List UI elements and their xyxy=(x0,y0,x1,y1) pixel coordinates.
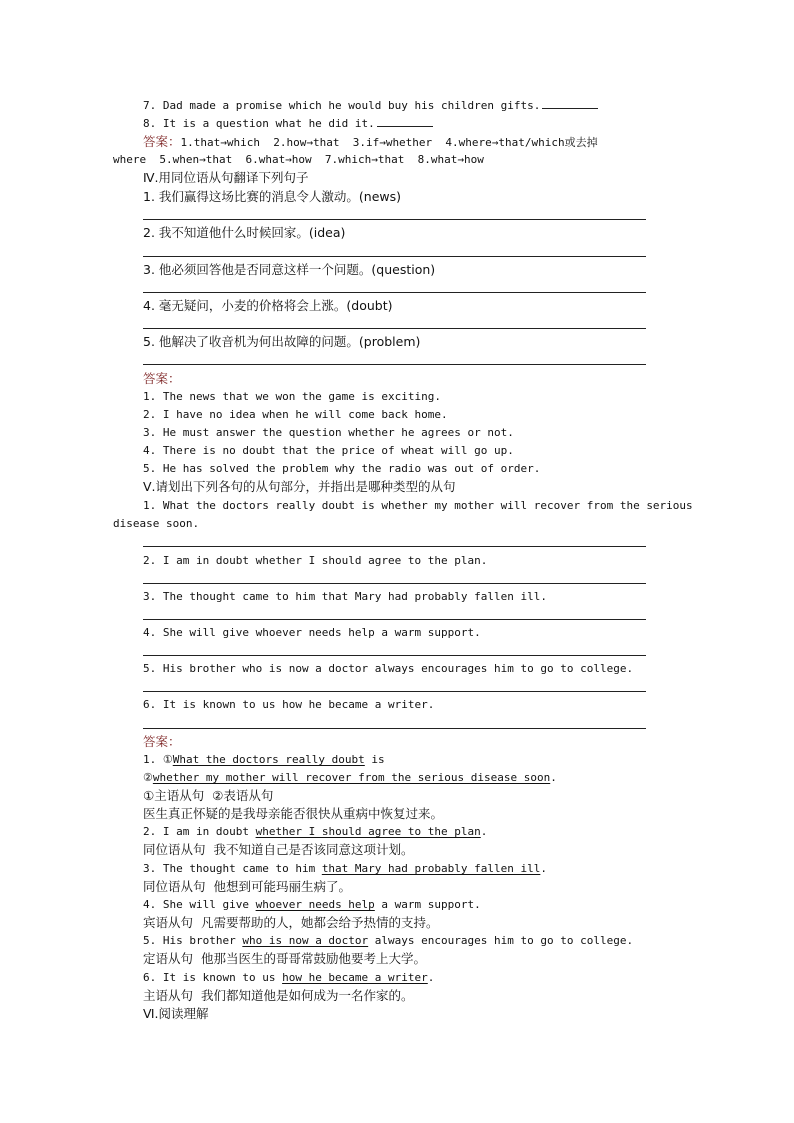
underlined-clause: whether my mother will recover from the serious disease soon xyxy=(152,771,551,784)
section-5-title: Ⅴ.请划出下列各句的从句部分，并指出是哪种类型的从句 xyxy=(143,479,456,494)
sec5-item-3: 3. The thought came to him that Mary had probably fallen ill. xyxy=(143,590,547,603)
underlined-clause: What the doctors really doubt xyxy=(172,753,365,766)
sec5-answer-3: 3. The thought came to him that Mary had probably fallen ill. xyxy=(143,862,547,875)
sec5-answer-6-note: 主语从句 我们都知道他是如何成为一名作家的。 xyxy=(143,988,414,1003)
underlined-clause: whoever needs help xyxy=(255,898,375,911)
sec5-answer-label: 答案： xyxy=(143,734,181,749)
sec5-answer-2: 2. I am in doubt whether I should agree to the plan. xyxy=(143,825,488,838)
answer-line xyxy=(143,219,646,220)
answer-line xyxy=(143,655,646,656)
sec4-item-1: 1. 我们赢得这场比赛的消息令人激动。(news) xyxy=(143,189,402,204)
sec4-answer-2: 2. I have no idea when he will come back home. xyxy=(143,408,448,421)
answer-blank xyxy=(542,97,598,109)
sec5-item-5: 5. His brother who is now a doctor always encourages him to go to college. xyxy=(143,662,634,675)
answer-key-line-2: where 5.when→that 6.what→how 7.which→that 8.what→how xyxy=(113,153,484,166)
answer-line xyxy=(143,583,646,584)
sec5-answer-3-note: 同位语从句 他想到可能玛丽生病了。 xyxy=(143,879,351,894)
underlined-clause: that Mary had probably fallen ill xyxy=(321,862,541,875)
sec5-item-1-line-2: disease soon. xyxy=(113,517,200,530)
sec5-item-2: 2. I am in doubt whether I should agree to the plan. xyxy=(143,554,488,567)
sec5-answer-1-translation: 医生真正怀疑的是我母亲能否很快从重病中恢复过来。 xyxy=(143,806,444,821)
question-7: 7. Dad made a promise which he would buy his children gifts. xyxy=(143,97,598,115)
sec5-answer-1-line-1: 1. ①What the doctors really doubt is xyxy=(143,753,385,766)
sec4-answer-3: 3. He must answer the question whether he agrees or not. xyxy=(143,426,514,439)
sec5-answer-5-note: 定语从句 他那当医生的哥哥常鼓励他要考上大学。 xyxy=(143,951,426,966)
sec5-item-4: 4. She will give whoever needs help a warm support. xyxy=(143,626,481,639)
answer-key-line-1: 答案：1.that→which 2.how→that 3.if→whether 4.where→that/which或去掉 xyxy=(143,134,598,149)
answer-line xyxy=(143,691,646,692)
answer-line xyxy=(143,546,646,547)
sec4-answer-1: 1. The news that we won the game is exciting. xyxy=(143,390,442,403)
answer-blank xyxy=(377,115,433,127)
answer-line xyxy=(143,728,646,729)
answer-line xyxy=(143,328,646,329)
sec4-item-2: 2. 我不知道他什么时候回家。(idea) xyxy=(143,225,346,240)
sec4-item-4: 4. 毫无疑问，小麦的价格将会上涨。(doubt) xyxy=(143,298,393,313)
sec4-item-3: 3. 他必须回答他是否同意这样一个问题。(question) xyxy=(143,262,436,277)
sec5-answer-5: 5. His brother who is now a doctor always encourages him to go to college. xyxy=(143,934,634,947)
section-4-title: Ⅳ.用同位语从句翻译下列句子 xyxy=(143,170,309,185)
sec4-answer-5: 5. He has solved the problem why the radio was out of order. xyxy=(143,462,541,475)
section-6-title: Ⅵ.阅读理解 xyxy=(143,1006,209,1021)
underlined-clause: whether I should agree to the plan xyxy=(255,825,481,838)
sec5-item-6: 6. It is known to us how he became a writer. xyxy=(143,698,435,711)
answer-line xyxy=(143,619,646,620)
sec5-answer-2-note: 同位语从句 我不知道自己是否该同意这项计划。 xyxy=(143,842,414,857)
question-8: 8. It is a question what he did it. xyxy=(143,115,433,133)
answer-line xyxy=(143,292,646,293)
sec5-answer-4-note: 宾语从句 凡需要帮助的人，她都会给予热情的支持。 xyxy=(143,915,439,930)
sec4-answer-4: 4. There is no doubt that the price of wheat will go up. xyxy=(143,444,514,457)
underlined-clause: how he became a writer xyxy=(282,971,428,984)
underlined-clause: who is now a doctor xyxy=(242,934,369,947)
sec5-answer-6: 6. It is known to us how he became a writer. xyxy=(143,971,435,984)
sec5-answer-4: 4. She will give whoever needs help a warm support. xyxy=(143,898,481,911)
sec4-item-5: 5. 他解决了收音机为何出故障的问题。(problem) xyxy=(143,334,421,349)
sec5-answer-1-line-2: ②whether my mother will recover from the serious disease soon. xyxy=(143,771,557,784)
sec4-answer-label: 答案： xyxy=(143,371,181,386)
sec5-answer-1-types: ①主语从句 ②表语从句 xyxy=(143,788,274,803)
answer-line xyxy=(143,256,646,257)
sec5-item-1-line-1: 1. What the doctors really doubt is whether my mother will recover from the serious xyxy=(143,499,693,512)
answer-line xyxy=(143,364,646,365)
